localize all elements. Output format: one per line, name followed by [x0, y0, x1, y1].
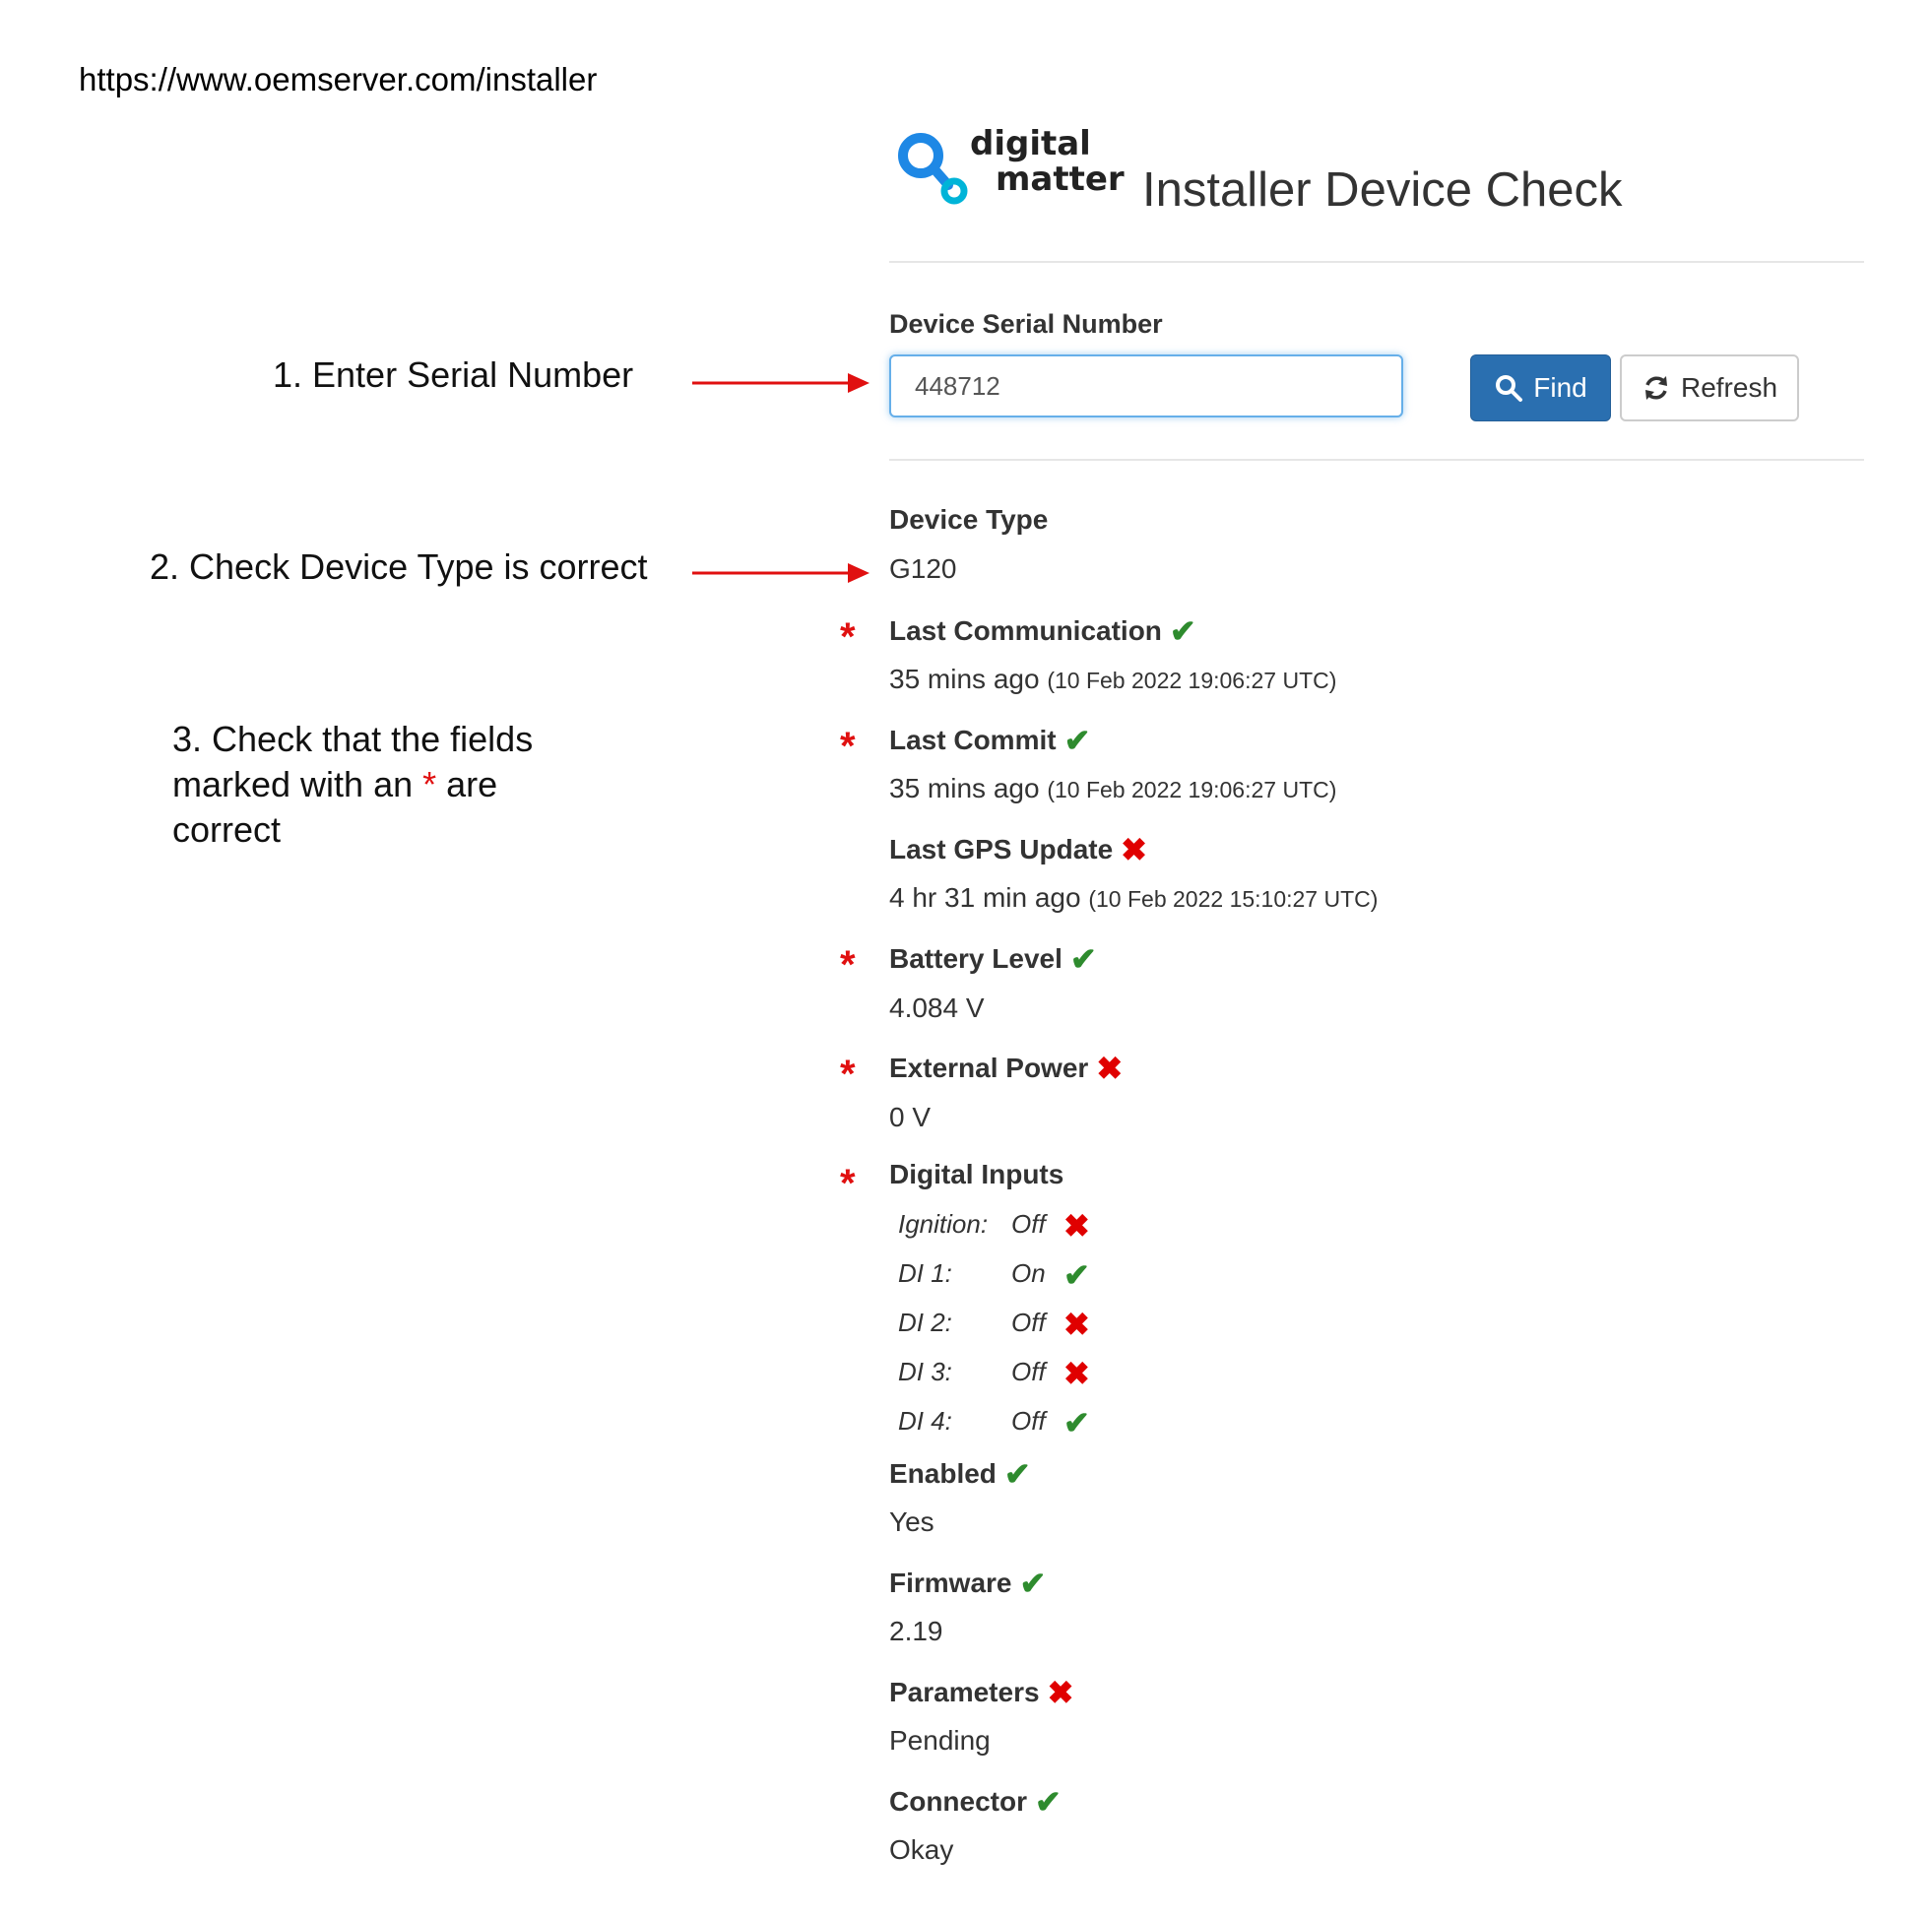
check-icon: ✔: [1063, 1257, 1090, 1293]
refresh-label: Refresh: [1680, 372, 1778, 403]
di-value-ignition: Off: [1011, 1209, 1046, 1239]
last-communication-label: Last Communication ✔: [889, 613, 1196, 649]
device-type-label: Device Type: [889, 504, 1049, 535]
firmware-label: Firmware ✔: [889, 1566, 1047, 1601]
refresh-button[interactable]: [1620, 354, 1799, 421]
cross-icon: ✖: [1063, 1208, 1090, 1244]
check-icon: ✔: [1003, 1456, 1031, 1492]
external-power-label: External Power ✖: [889, 1051, 1124, 1086]
last-communication-value: 35 mins ago (10 Feb 2022 19:06:27 UTC): [889, 664, 1337, 694]
serial-number-input[interactable]: [889, 354, 1403, 417]
logo-line2: matter: [996, 160, 1125, 199]
check-icon: ✔: [1035, 1784, 1062, 1820]
check-icon: ✔: [1063, 1405, 1090, 1440]
annotation-step-3: [172, 717, 606, 853]
page-title: Installer Device Check: [1142, 163, 1623, 217]
divider: [889, 261, 1864, 263]
logo-mark-icon: [891, 126, 980, 215]
cross-icon: ✖: [1063, 1307, 1090, 1342]
find-button[interactable]: [1470, 354, 1611, 421]
refresh-icon: [1642, 373, 1671, 403]
di-name-di4: DI 4:: [898, 1406, 952, 1436]
required-star-icon: *: [840, 725, 856, 768]
parameters-value: Pending: [889, 1725, 991, 1756]
digital-inputs-label: Digital Inputs: [889, 1159, 1064, 1189]
annotation-arrow-2: [692, 561, 869, 585]
firmware-value: 2.19: [889, 1616, 943, 1646]
last-gps-update-value: 4 hr 31 min ago (10 Feb 2022 15:10:27 UTC): [889, 882, 1379, 913]
connector-value: Okay: [889, 1834, 954, 1865]
required-star-icon: *: [840, 1162, 856, 1205]
connector-label: Connector ✔: [889, 1784, 1062, 1820]
last-commit-value: 35 mins ago (10 Feb 2022 19:06:27 UTC): [889, 773, 1337, 803]
check-icon: ✔: [1169, 613, 1196, 649]
required-star-icon: *: [840, 943, 856, 987]
cross-icon: ✖: [1121, 832, 1147, 867]
battery-level-value: 4.084 V: [889, 992, 985, 1023]
di-name-di1: DI 1:: [898, 1258, 952, 1288]
cross-icon: ✖: [1063, 1356, 1090, 1391]
parameters-label: Parameters ✖: [889, 1675, 1074, 1710]
required-star-icon: *: [840, 1053, 856, 1096]
last-commit-label: Last Commit ✔: [889, 723, 1091, 758]
cross-icon: ✖: [1096, 1051, 1124, 1086]
logo-line1: digital: [970, 124, 1091, 163]
required-star-icon: *: [840, 615, 856, 659]
di-value-di2: Off: [1011, 1308, 1046, 1337]
battery-level-label: Battery Level ✔: [889, 941, 1097, 977]
serial-number-label: Device Serial Number: [889, 309, 1163, 339]
external-power-value: 0 V: [889, 1102, 932, 1132]
find-label: Find: [1533, 372, 1587, 403]
di-value-di4: Off: [1011, 1406, 1046, 1436]
di-value-di3: Off: [1011, 1357, 1046, 1386]
check-icon: ✔: [1063, 723, 1091, 758]
enabled-label: Enabled ✔: [889, 1456, 1031, 1492]
di-value-di1: On: [1011, 1258, 1046, 1288]
logo-text: [970, 126, 1125, 197]
note3-star: *: [422, 764, 437, 804]
annotation-step-1: 1. Enter Serial Number: [273, 354, 634, 395]
di-name-di3: DI 3:: [898, 1357, 952, 1386]
check-icon: ✔: [1019, 1566, 1047, 1601]
di-name-ignition: Ignition:: [898, 1209, 989, 1239]
divider: [889, 459, 1864, 461]
last-gps-update-label: Last GPS Update ✖: [889, 832, 1147, 867]
enabled-value: Yes: [889, 1506, 934, 1537]
digital-matter-logo: [891, 126, 1127, 215]
annotation-arrow-1: [692, 371, 869, 395]
search-icon: [1494, 373, 1523, 403]
url-text: https://www.oemserver.com/installer: [79, 61, 598, 97]
check-icon: ✔: [1069, 941, 1097, 977]
note3-text-2: are correct: [172, 764, 498, 850]
di-name-di2: DI 2:: [898, 1308, 952, 1337]
cross-icon: ✖: [1047, 1675, 1074, 1710]
device-type-value: G120: [889, 553, 957, 584]
annotation-step-2: 2. Check Device Type is correct: [150, 546, 648, 587]
note3-text-1: 3. Check that the fields marked with an: [172, 719, 534, 804]
